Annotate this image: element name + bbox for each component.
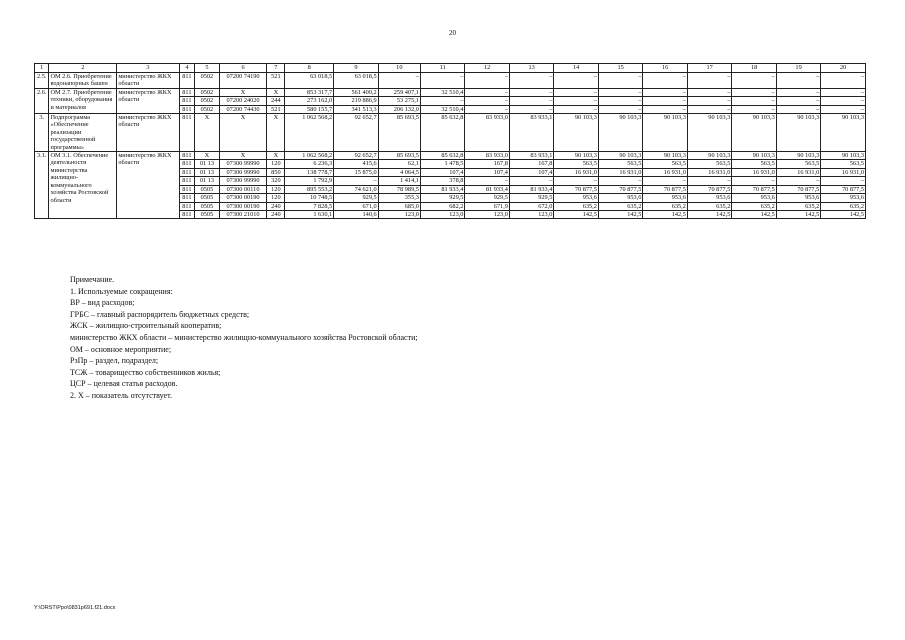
table-cell: 123,0 [378, 210, 420, 218]
table-cell: 01 13 [195, 160, 219, 168]
column-header: 4 [179, 64, 195, 73]
column-header: 5 [195, 64, 219, 73]
column-header: 12 [465, 64, 509, 73]
column-header: 6 [219, 64, 267, 73]
table-cell: 811 [179, 97, 195, 105]
table-cell: 142,5 [776, 210, 820, 218]
table-cell: 16 931,0 [554, 168, 598, 176]
table-cell: X [267, 114, 285, 152]
row-number-cell: 2.6. [35, 88, 49, 113]
table-cell: – [821, 88, 866, 96]
table-cell: 78 989,5 [378, 185, 420, 193]
table-cell: 811 [179, 177, 195, 185]
table-cell: – [554, 97, 598, 105]
table-cell: 521 [267, 73, 285, 89]
table-cell: 685,0 [378, 202, 420, 210]
table-cell: 07300 21010 [219, 210, 267, 218]
table-cell: 90 103,3 [821, 152, 866, 160]
column-header: 10 [378, 64, 420, 73]
table-cell: 81 933,4 [420, 185, 464, 193]
table-row [35, 152, 866, 160]
table-cell: X [219, 152, 267, 160]
table-cell: 563,5 [732, 160, 776, 168]
table-cell: – [465, 73, 509, 89]
table-cell: X [195, 152, 219, 160]
activity-name-cell: ОМ 2.7. Приобретение техники, оборудования и материалов [49, 88, 117, 113]
table-cell: 142,5 [598, 210, 642, 218]
table-cell: 1 062 568,2 [285, 114, 334, 152]
table-cell: 671,9 [465, 202, 509, 210]
table-cell: 580 155,7 [285, 105, 334, 113]
table-cell: 120 [267, 194, 285, 202]
table-cell: 90 103,3 [732, 152, 776, 160]
table-body [35, 73, 866, 219]
note-line: ВР – вид расходов; [70, 298, 135, 308]
table-cell: 0505 [195, 194, 219, 202]
table-cell: 140,6 [334, 210, 378, 218]
table-cell: 16 931,0 [821, 168, 866, 176]
table-cell: 1 414,1 [378, 177, 420, 185]
table-cell: 850 [267, 168, 285, 176]
column-header: 2 [49, 64, 117, 73]
table-cell: 70 877,5 [732, 185, 776, 193]
table-cell: X [219, 114, 267, 152]
table-cell: – [643, 105, 687, 113]
table-cell: 85 693,5 [378, 152, 420, 160]
table-cell: 70 877,5 [776, 185, 820, 193]
table-cell: 240 [267, 210, 285, 218]
table-cell: 0505 [195, 185, 219, 193]
table-cell: – [465, 177, 509, 185]
table-cell: 415,6 [334, 160, 378, 168]
note-line: ГРБС – главный распорядитель бюджетных средств; [70, 309, 250, 319]
table-cell: – [643, 177, 687, 185]
table-cell: 07200 74190 [219, 73, 267, 89]
activity-name-cell: Подпрограмма «Обеспечение реализации государственной программы» [49, 114, 117, 152]
row-number-cell: 2.5. [35, 73, 49, 89]
notes-block [70, 274, 870, 402]
table-cell: – [732, 88, 776, 96]
row-number-cell: 3.1. [35, 152, 49, 219]
table-cell: 63 018,5 [285, 73, 334, 89]
table-cell: 70 877,5 [821, 185, 866, 193]
table-cell: 563,5 [776, 160, 820, 168]
table-cell: 811 [179, 114, 195, 152]
table-cell: 811 [179, 73, 195, 89]
table-cell: 635,2 [821, 202, 866, 210]
table-cell: – [554, 73, 598, 89]
table-cell: 953,6 [687, 194, 731, 202]
table-cell: – [598, 88, 642, 96]
table-cell: 355,3 [378, 194, 420, 202]
table-cell: – [643, 97, 687, 105]
executor-cell: министерство ЖКХ области [117, 88, 179, 113]
table-cell: 811 [179, 194, 195, 202]
table-cell: 07200 24020 [219, 97, 267, 105]
column-header: 8 [285, 64, 334, 73]
table-cell: 92 652,7 [334, 114, 378, 152]
executor-cell: министерство ЖКХ области [117, 73, 179, 89]
table-cell: – [776, 97, 820, 105]
budget-table [34, 63, 866, 219]
table-cell: 4 064,5 [378, 168, 420, 176]
table-cell: – [732, 105, 776, 113]
table-cell: 16 931,0 [732, 168, 776, 176]
table-cell: – [465, 88, 509, 96]
table-cell: 6 236,3 [285, 160, 334, 168]
table-header-row [35, 64, 866, 73]
table-cell: 635,2 [687, 202, 731, 210]
table-cell: – [598, 97, 642, 105]
note-line: ТСЖ – товарищество собственников жилья; [70, 367, 221, 377]
table-cell: 167,8 [509, 160, 553, 168]
activity-name-cell: ОМ 3.1. Обеспечение деятельности министерства жилищно-коммунального хозяйства Ростовской области [49, 152, 117, 219]
table-cell: 07300 99990 [219, 168, 267, 176]
table-cell: – [732, 73, 776, 89]
table-cell: 0502 [195, 105, 219, 113]
executor-cell: министерство ЖКХ области [117, 114, 179, 152]
table-cell: 85 693,5 [378, 114, 420, 152]
table-cell: 70 877,5 [598, 185, 642, 193]
table-cell: 90 103,3 [643, 114, 687, 152]
table-cell: 83 933,1 [509, 152, 553, 160]
table-cell: 811 [179, 202, 195, 210]
table-cell: – [687, 88, 731, 96]
note-line: ЖСК – жилищно-строительный кооператив; [70, 321, 222, 331]
table-cell: 83 933,0 [465, 114, 509, 152]
table-cell: 70 877,5 [554, 185, 598, 193]
column-header: 14 [554, 64, 598, 73]
column-header: 20 [821, 64, 866, 73]
table-cell: 70 877,5 [643, 185, 687, 193]
table-cell: 90 103,3 [776, 152, 820, 160]
table-cell: 74 621,0 [334, 185, 378, 193]
table-cell: 92 652,7 [334, 152, 378, 160]
table-cell: 0505 [195, 202, 219, 210]
table-cell: 85 632,8 [420, 152, 464, 160]
table-cell: 138 778,7 [285, 168, 334, 176]
table-cell: 01 13 [195, 177, 219, 185]
table-cell: 123,0 [509, 210, 553, 218]
table-cell: 07300 99990 [219, 160, 267, 168]
table-cell: 90 103,3 [732, 114, 776, 152]
table-row [35, 88, 866, 96]
table-cell: 16 931,0 [598, 168, 642, 176]
table-cell: 811 [179, 210, 195, 218]
table-cell: 206 132,0 [378, 105, 420, 113]
table-cell: 07300 00190 [219, 194, 267, 202]
table-cell: 07300 99990 [219, 177, 267, 185]
table-row [35, 73, 866, 89]
table-cell: 142,5 [732, 210, 776, 218]
table-cell: – [554, 88, 598, 96]
note-line: 1. Используемые сокращения: [70, 286, 173, 296]
table-cell: 120 [267, 185, 285, 193]
table-cell: 953,6 [554, 194, 598, 202]
note-line: 2. Х – показатель отсутствует. [70, 390, 172, 400]
table-cell: 90 103,3 [554, 114, 598, 152]
table-cell: – [821, 105, 866, 113]
table-cell: 81 933,4 [465, 185, 509, 193]
table-cell: 240 [267, 202, 285, 210]
table-cell: 70 877,5 [687, 185, 731, 193]
table-cell: – [554, 105, 598, 113]
table-cell: X [219, 88, 267, 96]
table-cell: 90 103,3 [821, 114, 866, 152]
table-cell: – [465, 105, 509, 113]
column-header: 11 [420, 64, 464, 73]
table-cell: 90 103,3 [554, 152, 598, 160]
table-cell: 1 478,5 [420, 160, 464, 168]
table-cell: 671,0 [334, 202, 378, 210]
table-cell: 07300 00110 [219, 185, 267, 193]
table-cell: – [821, 73, 866, 89]
table-cell: 15 875,0 [334, 168, 378, 176]
table-cell: 320 [267, 177, 285, 185]
table-cell: 32 510,4 [420, 88, 464, 96]
table-cell: – [420, 73, 464, 89]
table-cell: – [334, 177, 378, 185]
table-cell: 219 886,9 [334, 97, 378, 105]
table-cell: 811 [179, 152, 195, 160]
table-cell: 07200 74430 [219, 105, 267, 113]
table-cell: – [687, 177, 731, 185]
table-cell: 929,5 [465, 194, 509, 202]
note-line: министерство ЖКХ области – министерство жилищно-коммунального хозяйства Ростовской области; [70, 332, 418, 342]
table-cell: – [598, 105, 642, 113]
table-cell: 929,5 [509, 194, 553, 202]
table-cell: – [776, 88, 820, 96]
column-header: 9 [334, 64, 378, 73]
table-cell: 90 103,3 [687, 152, 731, 160]
table-cell: – [687, 73, 731, 89]
column-header: 19 [776, 64, 820, 73]
column-header: 15 [598, 64, 642, 73]
table-cell: 07300 00190 [219, 202, 267, 210]
column-header: 13 [509, 64, 553, 73]
table-cell: – [465, 97, 509, 105]
table-cell: 7 828,5 [285, 202, 334, 210]
table-cell: 123,0 [420, 210, 464, 218]
table-cell: 259 407,1 [378, 88, 420, 96]
table-cell: 895 553,2 [285, 185, 334, 193]
table-cell: – [687, 105, 731, 113]
table-cell: – [509, 97, 553, 105]
table-cell: 83 933,1 [509, 114, 553, 152]
column-header: 3 [117, 64, 179, 73]
table-cell: 672,0 [509, 202, 553, 210]
table-cell: – [687, 97, 731, 105]
table-cell: 563,5 [554, 160, 598, 168]
table-cell: 85 632,8 [420, 114, 464, 152]
note-line: ЦСР – целевая статья расходов. [70, 379, 178, 389]
table-cell: 16 931,0 [687, 168, 731, 176]
table-cell: 81 933,4 [509, 185, 553, 193]
table-cell: 107,4 [465, 168, 509, 176]
column-header: 18 [732, 64, 776, 73]
table-cell: 635,2 [598, 202, 642, 210]
table-cell: 811 [179, 160, 195, 168]
table-cell: 563,5 [598, 160, 642, 168]
table-cell: 635,2 [776, 202, 820, 210]
table-cell: 563,5 [643, 160, 687, 168]
table-cell: – [776, 73, 820, 89]
column-header: 7 [267, 64, 285, 73]
table-cell: X [267, 152, 285, 160]
table-cell: 123,0 [465, 210, 509, 218]
table-cell: 142,5 [821, 210, 866, 218]
table-cell: 563,5 [687, 160, 731, 168]
table-cell: 521 [267, 105, 285, 113]
table-cell: X [195, 114, 219, 152]
table-cell: 378,8 [420, 177, 464, 185]
note-line: Примечание. [70, 275, 115, 284]
table-cell: 62,1 [378, 160, 420, 168]
table-cell: 10 748,5 [285, 194, 334, 202]
table-cell: 953,6 [643, 194, 687, 202]
table-cell: 1 630,1 [285, 210, 334, 218]
table-cell: 32 510,4 [420, 105, 464, 113]
column-header: 16 [643, 64, 687, 73]
table-cell: 929,5 [334, 194, 378, 202]
page-number: 20 [449, 29, 456, 37]
table-cell: 811 [179, 88, 195, 96]
table-cell: 244 [267, 97, 285, 105]
table-cell: 90 103,3 [776, 114, 820, 152]
table-cell: – [598, 73, 642, 89]
table-cell: 929,5 [420, 194, 464, 202]
table-cell: – [509, 177, 553, 185]
table-cell: – [420, 97, 464, 105]
table-cell: – [378, 73, 420, 89]
table-cell: 563,5 [821, 160, 866, 168]
table-cell: – [732, 97, 776, 105]
table-cell: – [821, 177, 866, 185]
table-cell: 561 400,2 [334, 88, 378, 96]
table-cell: 953,6 [821, 194, 866, 202]
table-cell: 1 062 568,2 [285, 152, 334, 160]
table-cell: – [643, 88, 687, 96]
table-cell: 142,5 [554, 210, 598, 218]
table-cell: 273 162,0 [285, 97, 334, 105]
table-cell: 811 [179, 168, 195, 176]
table-cell: 0502 [195, 88, 219, 96]
table-cell: 953,6 [598, 194, 642, 202]
table-cell: 90 103,3 [687, 114, 731, 152]
table-cell: 1 792,9 [285, 177, 334, 185]
table-cell: 953,6 [732, 194, 776, 202]
table-cell: – [643, 73, 687, 89]
table-cell: – [554, 177, 598, 185]
table-cell: 142,5 [687, 210, 731, 218]
table-cell: 635,2 [554, 202, 598, 210]
table-cell: 0502 [195, 73, 219, 89]
table-cell: – [509, 73, 553, 89]
table-cell: 90 103,3 [598, 152, 642, 160]
table-cell: – [509, 105, 553, 113]
table-cell: 853 317,7 [285, 88, 334, 96]
table-cell: 682,2 [420, 202, 464, 210]
row-number-cell: 3. [35, 114, 49, 152]
table-cell: – [776, 105, 820, 113]
table-cell: 16 931,0 [643, 168, 687, 176]
table-cell: 120 [267, 160, 285, 168]
table-cell: – [732, 177, 776, 185]
table-cell: 01 13 [195, 168, 219, 176]
file-path: Y:\ORST\Ppo\0831p691.f21.docx [34, 605, 116, 611]
table-cell: 142,5 [643, 210, 687, 218]
table-cell: 107,4 [509, 168, 553, 176]
activity-name-cell: ОМ 2.6. Приобретение водонапорных башен [49, 73, 117, 89]
table-cell: – [598, 177, 642, 185]
table-cell: 0505 [195, 210, 219, 218]
table-cell: X [267, 88, 285, 96]
table-cell: 16 931,0 [776, 168, 820, 176]
table-cell: – [776, 177, 820, 185]
table-cell: 635,2 [643, 202, 687, 210]
executor-cell: министерство ЖКХ области [117, 152, 179, 219]
table-cell: 107,4 [420, 168, 464, 176]
table-cell: 90 103,3 [643, 152, 687, 160]
table-cell: 63 018,5 [334, 73, 378, 89]
table-cell: 167,8 [465, 160, 509, 168]
table-cell: 953,6 [776, 194, 820, 202]
table-cell: 0502 [195, 97, 219, 105]
note-line: ОМ – основное мероприятие; [70, 344, 172, 354]
table-cell: 635,2 [732, 202, 776, 210]
table-cell: 90 103,3 [598, 114, 642, 152]
note-line: РзПр – раздел, подраздел; [70, 356, 159, 366]
table-cell: – [509, 88, 553, 96]
table-cell: – [821, 97, 866, 105]
table-cell: 811 [179, 105, 195, 113]
column-header: 1 [35, 64, 49, 73]
column-header: 17 [687, 64, 731, 73]
table-cell: 83 933,0 [465, 152, 509, 160]
table-cell: 53 275,1 [378, 97, 420, 105]
table-cell: 341 513,3 [334, 105, 378, 113]
table-row [35, 114, 866, 152]
table-cell: 811 [179, 185, 195, 193]
